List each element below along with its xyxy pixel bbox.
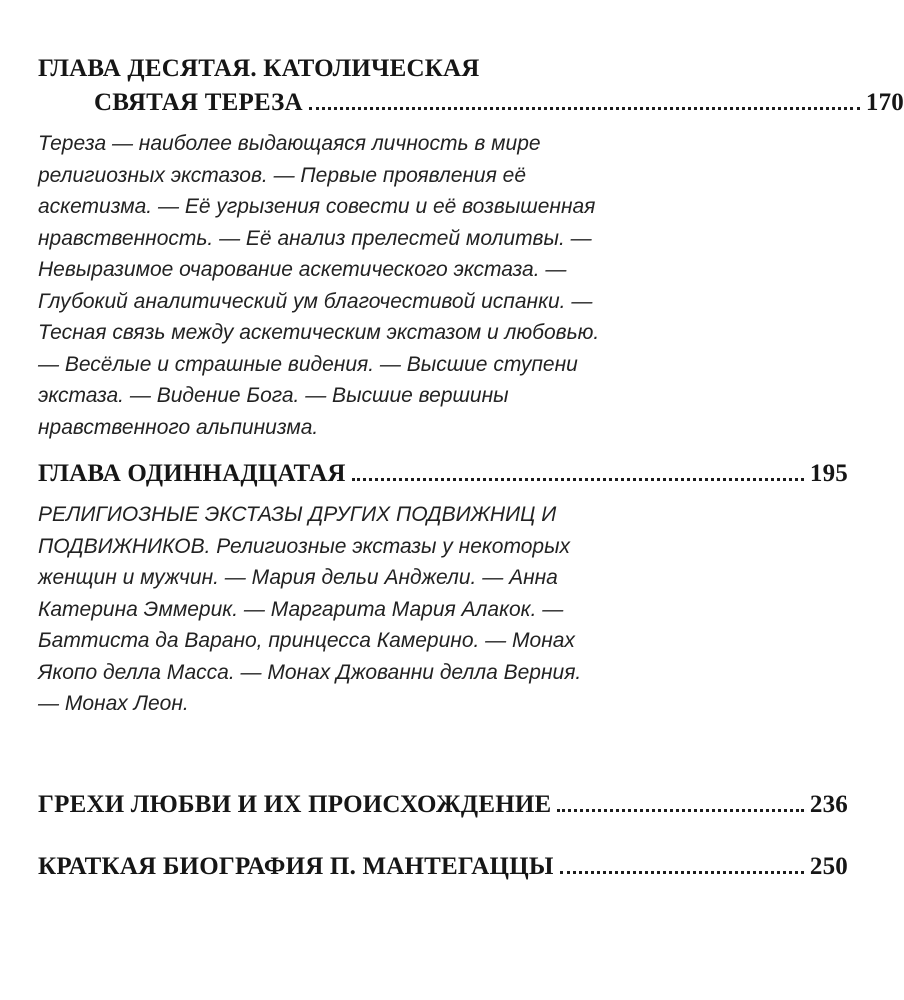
chapter-description [38, 128, 788, 443]
page-number: 236 [809, 790, 848, 818]
description-line: — Монах Леон. [38, 692, 189, 715]
chapter-title: ГЛАВА ОДИННАДЦАТАЯ [38, 460, 346, 487]
description-line: РЕЛИГИОЗНЫЕ ЭКСТАЗЫ ДРУГИХ ПОДВИЖНИЦ И [38, 503, 557, 526]
chapter-title-line-2: СВЯТАЯ ТЕРЕЗА [94, 89, 303, 116]
description-line: аскетизма. — Её угрызения совести и её возвышенная [38, 195, 596, 218]
description-line: Якопо делла Масса. — Монах Джованни делла Верния. [38, 660, 582, 684]
description-line: Катерина Эммерик. — Маргарита Мария Алакок. — [38, 597, 564, 621]
toc-entry-sins-of-love [38, 788, 848, 822]
chapter-title-line-2-row [38, 86, 904, 120]
dot-leader [352, 478, 804, 481]
description-line: женщин и мужчин. — Мария дельи Анджели. — Анна [38, 566, 558, 589]
description-line: Тесная связь между аскетическим экстазом и любовью. [38, 321, 600, 344]
description-line: Баттиста да Варано, принцесса Камерино. — Монах [38, 629, 575, 652]
dot-leader [309, 107, 860, 110]
description-line: Глубокий аналитический ум благочестивой испанки. — [38, 289, 593, 313]
chapter-heading [38, 457, 848, 491]
dot-leader [560, 871, 804, 874]
dot-leader [557, 809, 804, 812]
toc-entry-chapter-10 [38, 52, 904, 443]
page-number: 170 [865, 89, 904, 116]
chapter-heading [38, 52, 904, 120]
table-of-contents [38, 52, 904, 884]
description-line: экстаза. — Видение Бога. — Высшие вершины [38, 384, 509, 407]
chapter-title-line-1: ГЛАВА ДЕСЯТАЯ. КАТОЛИЧЕСКАЯ [38, 55, 480, 82]
description-line: ПОДВИЖНИКОВ. Религиозные экстазы у некоторых [38, 534, 571, 558]
description-line: религиозных экстазов. — Первые проявления её [38, 163, 527, 187]
description-line: Тереза — наиболее выдающаяся личность в мире [38, 132, 541, 155]
toc-entry-chapter-11 [38, 457, 848, 720]
section-title: ГРЕХИ ЛЮБВИ И ИХ ПРОИСХОЖДЕНИЕ [38, 790, 552, 818]
description-line: — Весёлые и страшные видения. — Высшие ступени [38, 352, 578, 376]
description-line: нравственного альпинизма. [38, 415, 319, 439]
page-number: 195 [809, 460, 848, 487]
section-heading [38, 788, 848, 822]
chapter-description [38, 499, 788, 720]
section-title: КРАТКАЯ БИОГРАФИЯ П. МАНТЕГАЦЦЫ [38, 852, 554, 880]
page-number: 250 [809, 852, 848, 880]
toc-entry-biography [38, 850, 848, 884]
section-heading [38, 850, 848, 884]
description-line: нравственность. — Её анализ прелестей молитвы. — [38, 226, 592, 250]
description-line: Невыразимое очарование аскетического экстаза. — [38, 258, 567, 281]
